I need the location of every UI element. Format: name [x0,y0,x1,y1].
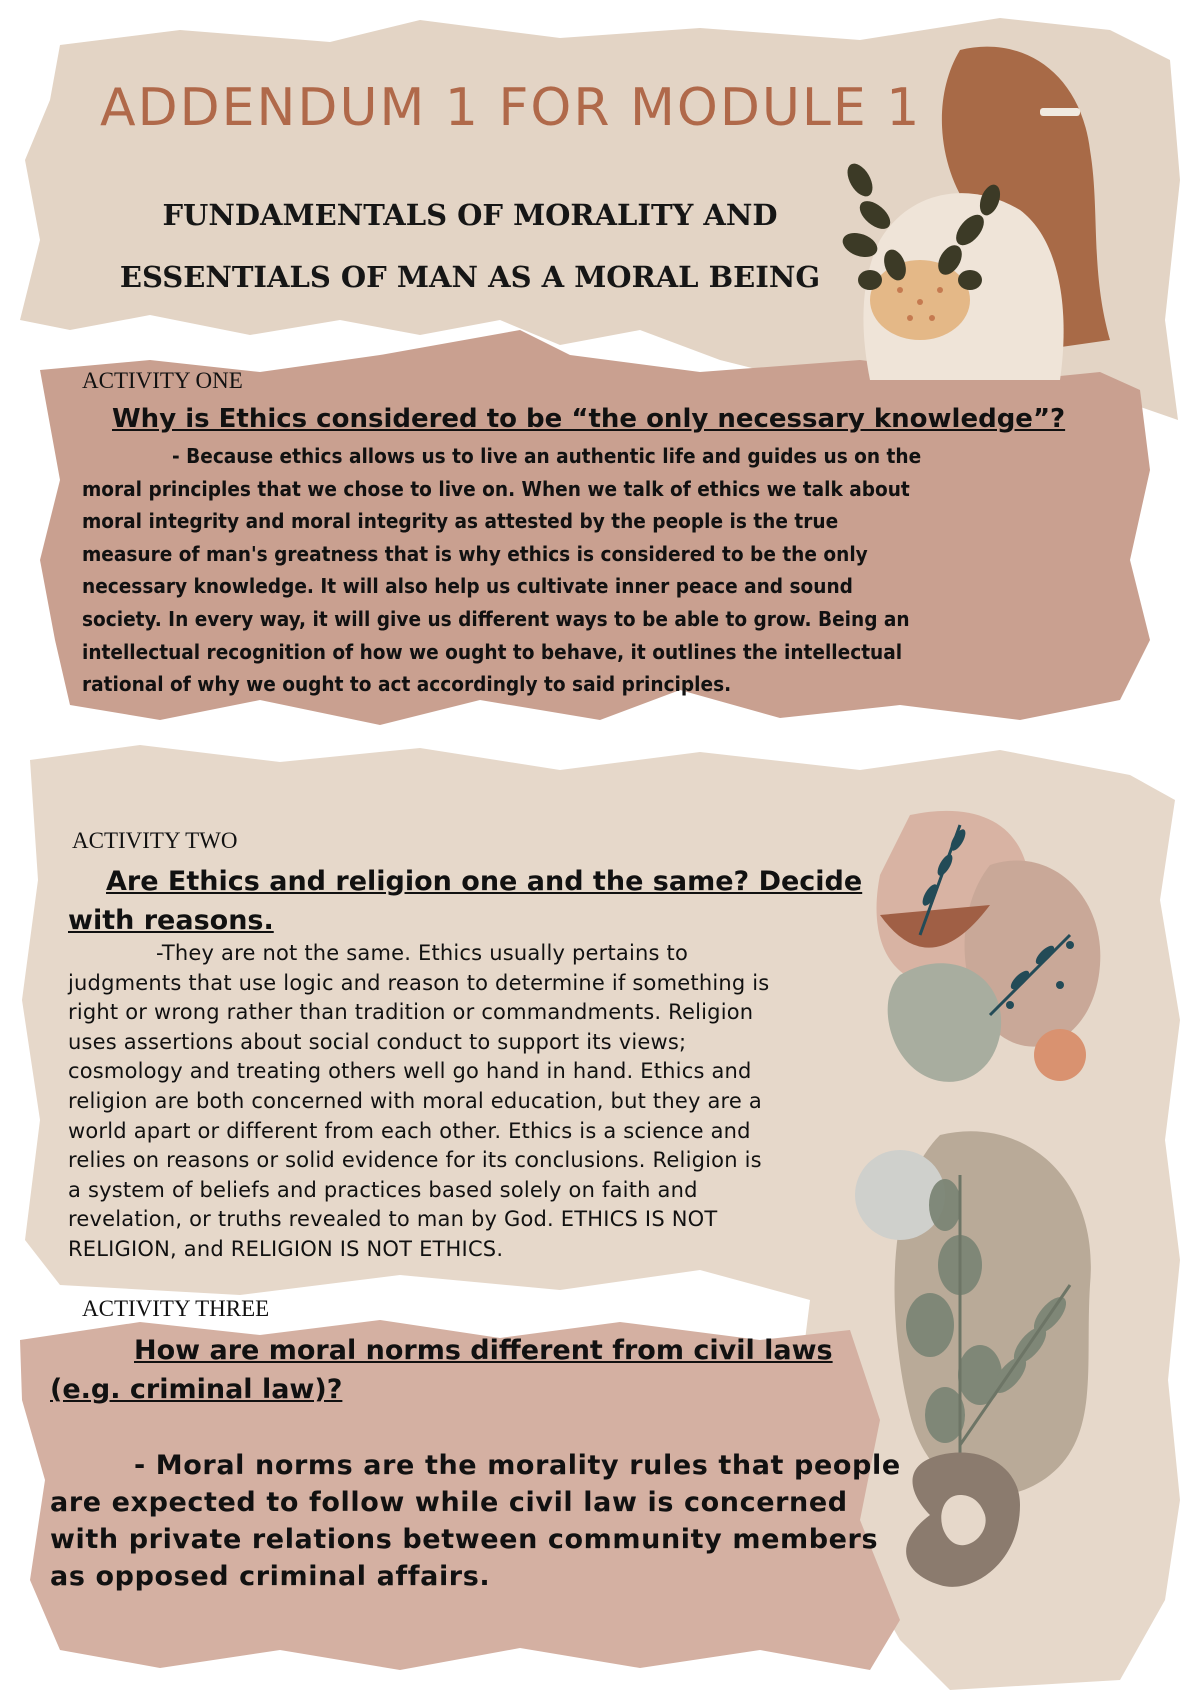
answer-line: as opposed criminal affairs. [50,1561,491,1592]
answer-line: -They are not the same. Ethics usually pertains to [156,941,689,965]
answer-line: cosmology and treating others well go hand in hand. Ethics and [68,1059,752,1084]
activity-two-answer [68,939,868,1265]
answer-line: moral principles that we chose to live on. When we talk of ethics we talk about [82,476,910,501]
answer-line: rational of why we ought to act accordingly to said principles. [82,672,732,697]
answer-line: world apart or different from each other. Ethics is a science and [68,1118,751,1143]
vase [906,1452,1020,1586]
question-line: with reasons. [68,905,274,936]
abstract-leaf-shapes-illustration [870,805,1110,1105]
activity-two-question [68,862,862,940]
answer-line: society. In every way, it will give us different ways to be able to grow. Being an [82,606,910,631]
answer-line: religion are both concerned with moral education, but they are a [68,1088,762,1113]
answer-line: uses assertions about social conduct to support its views; [68,1029,687,1054]
subtitle-line-2: ESSENTIALS OF MAN AS A MORAL BEING [119,260,821,294]
answer-line: intellectual recognition of how we ought to behave, it outlines the intellectual [82,639,903,664]
answer-line: - Because ethics allows us to live an authentic life and guides us on the [172,444,922,468]
page-title: ADDENDUM 1 FOR MODULE 1 [100,78,922,138]
answer-line: RELIGION, and RELIGION IS NOT ETHICS. [68,1236,504,1261]
subtitle-line-1: FUNDAMENTALS OF MORALITY AND [162,198,778,232]
question-line: How are moral norms different from civil laws [134,1335,833,1366]
activity-three-answer [50,1447,901,1595]
question-line: (e.g. criminal law)? [50,1374,343,1405]
activity-one-answer [82,440,1142,701]
hair-clip [1040,108,1080,116]
answer-line: necessary knowledge. It will also help us cultivate inner peace and sound [82,574,853,599]
question-line: Are Ethics and religion one and the same? Decide [106,866,863,897]
activity-three-label: ACTIVITY THREE [82,1296,270,1321]
answer-line: judgments that use logic and reason to determine if something is [68,970,770,995]
activity-one-label: ACTIVITY ONE [82,368,243,393]
answer-line: revelation, or truths revealed to man by God. ETHICS IS NOT [68,1207,718,1232]
answer-line: relies on reasons or solid evidence for its conclusions. Religion is [68,1148,762,1173]
eucalyptus-vase-illustration [850,1115,1120,1625]
answer-line: moral integrity and moral integrity as attested by the people is the true [82,509,839,534]
answer-line: - Moral norms are the morality rules that people [134,1450,901,1481]
answer-line: right or wrong rather than tradition or commandments. Religion [68,1000,754,1025]
answer-line: a system of beliefs and practices based solely on faith and [68,1177,698,1202]
activity-two-label: ACTIVITY TWO [72,828,238,853]
sage-blob [888,963,1001,1082]
answer-line: are expected to follow while civil law is concerned [50,1487,848,1518]
activity-three-question [50,1331,833,1409]
activity-one-question: Why is Ethics considered to be “the only necessary knowledge”? [112,404,1066,434]
answer-line: measure of man's greatness that is why ethics is considered to be the only [82,541,868,566]
orange-dot [1034,1029,1086,1081]
answer-line: with private relations between community members [50,1524,879,1555]
